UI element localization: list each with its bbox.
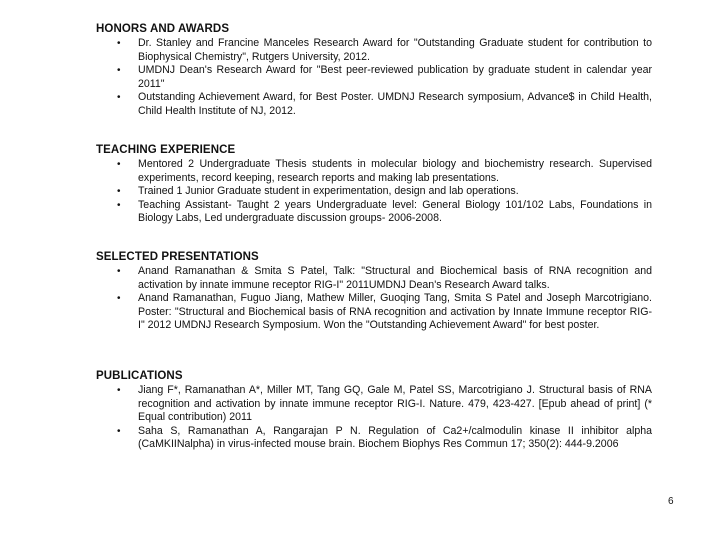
list-item-text: Anand Ramanathan, Fuguo Jiang, Mathew Miller, Guoqing Tang, Smita S Patel and Joseph Marcotrigiano. Poster: "Structural and Biochemical basis of RNA recognition and activation by Innate Immune receptor RIG-I" 2012 UMDNJ Research Symposium. Won the "Outstanding Achievement Award" for best poster.: [138, 292, 652, 332]
section-heading: SELECTED PRESENTATIONS: [96, 251, 259, 263]
bullet-icon: •: [117, 65, 121, 77]
bullet-icon: •: [117, 293, 121, 305]
list-item: [96, 37, 652, 64]
honors-awards-section: [96, 22, 652, 119]
section-heading: TEACHING EXPERIENCE: [96, 144, 236, 156]
list-item-text: Saha S, Ramanathan A, Rangarajan P N. Regulation of Ca2+/calmodulin kinase II inhibitor alpha (CaMKIINalpha) in virus-infected mouse brain. Biochem Biophys Res Commun 17; 350(2): 444-9.2006: [138, 424, 652, 451]
bullet-icon: •: [117, 266, 121, 277]
publications-list: [96, 384, 652, 452]
section-heading: HONORS AND AWARDS: [96, 23, 230, 35]
list-item-text: UMDNJ Dean's Research Award for "Best peer-reviewed publication by graduate student in calendar year 2011": [138, 64, 652, 90]
list-item: [96, 384, 652, 425]
presentations-list: [96, 265, 652, 333]
teaching-list: [96, 158, 652, 226]
list-item-text: Dr. Stanley and Francine Manceles Research Award for "Outstanding Graduate student for contribution to Biophysical Chemistry", Rutgers University, 2012.: [138, 37, 652, 63]
list-item-text: Anand Ramanathan & Smita S Patel, Talk: "Structural and Biochemical basis of RNA recognition and activation by innate immune receptor RIG-I" 2011UMDNJ Dean's Research Award talks.: [138, 265, 652, 291]
bullet-icon: •: [117, 159, 121, 170]
page-number: 6: [668, 496, 674, 507]
list-item: [96, 265, 652, 292]
list-item: [96, 199, 652, 226]
honors-list: [96, 37, 652, 119]
list-item-text: Mentored 2 Undergraduate Thesis students in molecular biology and biochemistry research. Supervised experiments, record keeping, research reports and making lab presentations.: [138, 158, 652, 184]
bullet-icon: •: [117, 186, 121, 198]
teaching-experience-section: [96, 143, 652, 226]
section-heading: PUBLICATIONS: [96, 370, 183, 382]
list-item: [96, 91, 652, 118]
list-item: [96, 64, 652, 91]
list-item: [96, 292, 652, 333]
list-item: [96, 425, 652, 452]
selected-presentations-section: [96, 250, 652, 333]
list-item-text: Jiang F*, Ramanathan A*, Miller MT, Tang GQ, Gale M, Patel SS, Marcotrigiano J. Structural basis of RNA recognition and activation by innate immune receptor RIG-I. Nature. 479, 423-427. [Epub ahead of print] (* Equal contribution) 2011: [138, 384, 652, 424]
bullet-icon: •: [117, 385, 121, 396]
list-item: [96, 185, 652, 199]
bullet-icon: •: [117, 38, 121, 49]
list-item-text: Teaching Assistant- Taught 2 years Undergraduate level: General Biology 101/102 Labs, Foundations in Biology Labs, Led undergraduate discussion groups- 2006-2008.: [138, 198, 652, 225]
bullet-icon: •: [117, 92, 121, 104]
publications-section: [96, 369, 652, 452]
list-item-text: Trained 1 Junior Graduate student in experimentation, design and lab operations.: [138, 185, 519, 198]
list-item: [96, 158, 652, 185]
bullet-icon: •: [117, 425, 121, 437]
bullet-icon: •: [117, 199, 121, 211]
list-item-text: Outstanding Achievement Award, for Best Poster. UMDNJ Research symposium, Advance$ in Child Health, Child Health Institute of NJ, 2012.: [138, 91, 652, 117]
